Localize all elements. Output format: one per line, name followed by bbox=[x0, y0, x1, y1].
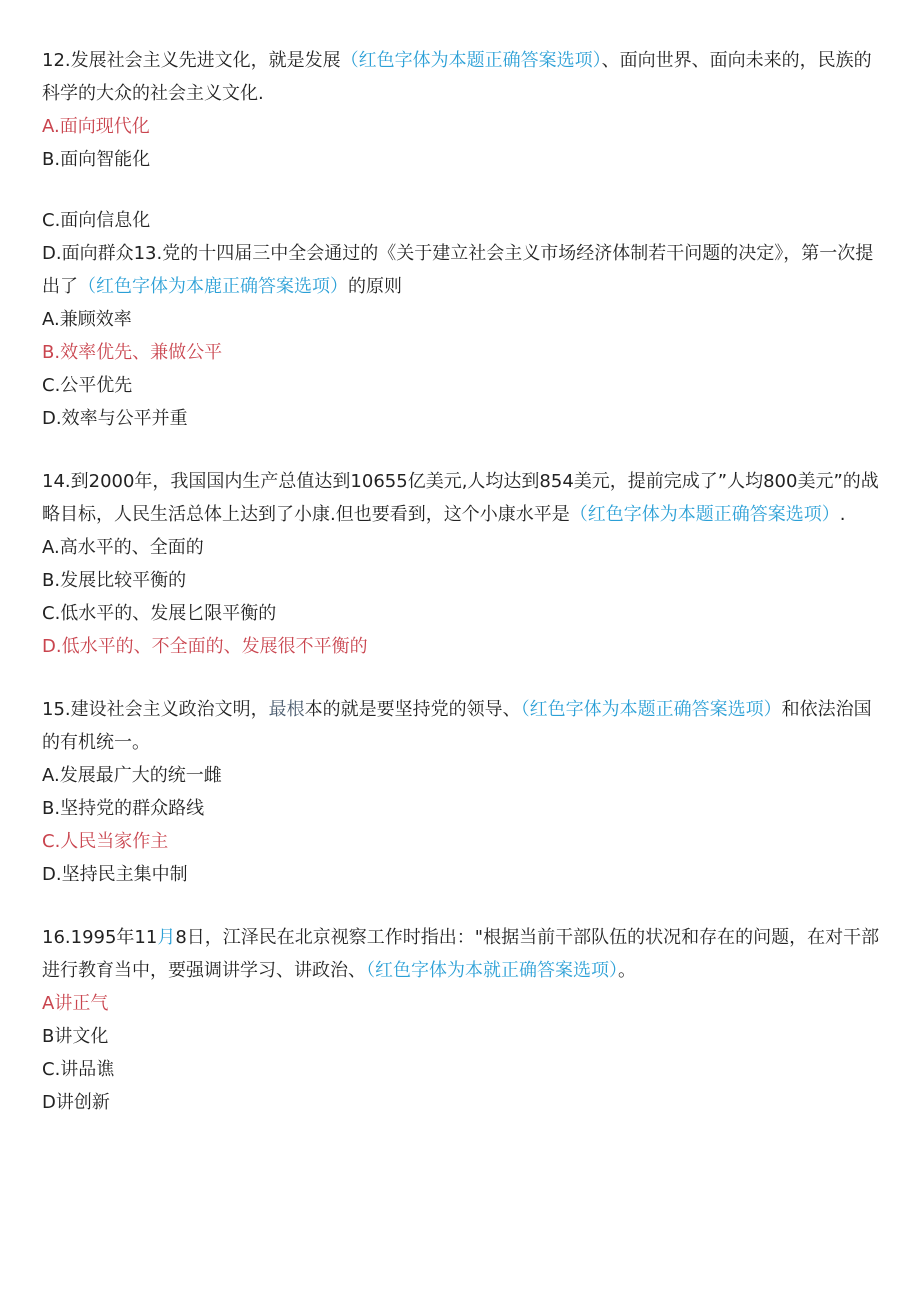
question-14-option-b: B.发展比较平衡的 bbox=[42, 570, 187, 591]
question-12-option-c: C.面向信息化 bbox=[42, 210, 151, 231]
spacer bbox=[42, 176, 882, 204]
question-16-text-pre: 16.1995年11 bbox=[42, 927, 158, 948]
question-13-option-c: C.公平优先 bbox=[42, 375, 133, 396]
question-14 bbox=[42, 465, 882, 663]
question-12-option-d: D.面向群众 bbox=[42, 243, 134, 264]
question-14-option-c: C.低水平的、发展匕限平衡的 bbox=[42, 603, 277, 624]
question-16-option-a: A讲正气 bbox=[42, 993, 109, 1014]
question-12-text-pre: 12.发展社会主义先进文化，就是发展 bbox=[42, 50, 341, 71]
question-15-option-c: C.人民当家作主 bbox=[42, 831, 169, 852]
question-12-answer-hint: （红色字体为本题正确答案选项） bbox=[340, 50, 602, 71]
question-15-answer-hint: （红色字体为本题正确答案选项） bbox=[520, 699, 782, 720]
question-13-stem bbox=[42, 237, 882, 303]
question-14-text-pre: 14.到2000年，我国国内生产总值达到10655亿美元,人均达到854美元，提前完成了”人均800美元”的战略目标，人民生活总体上达到了小康.但也要看到，这个小康水平是 bbox=[42, 471, 879, 525]
question-15-option-a: A.发展最广大的统一雌 bbox=[42, 765, 222, 786]
question-15-stem bbox=[42, 693, 882, 759]
question-16-stem bbox=[42, 921, 882, 987]
question-13 bbox=[42, 237, 882, 435]
spacer bbox=[42, 891, 882, 921]
question-15 bbox=[42, 693, 882, 891]
spacer bbox=[42, 663, 882, 693]
question-15-text-muted: 最根 bbox=[268, 699, 305, 720]
question-16-text-pre2: 8日，江泽民在北京视察工作时指出："根据当前干部队伍的状况和存在的问题，在对干部进行教育当中，要强调讲学习、讲政治、 bbox=[42, 927, 880, 981]
question-14-answer-hint: （红色字体为本题正确答案选项） bbox=[569, 504, 840, 525]
question-13-option-d: D.效率与公平并重 bbox=[42, 408, 188, 429]
question-12-option-a: A.面向现代化 bbox=[42, 116, 150, 137]
question-13-text-post: 的原则 bbox=[348, 276, 402, 297]
question-15-option-d: D.坚持民主集中制 bbox=[42, 864, 188, 885]
question-15-text-pre: 15.建设社会主义政治文明， bbox=[42, 699, 269, 720]
question-12-text-post: 、面向世界、面向未来的，民族的科学的大众的社会主义文化. bbox=[42, 50, 872, 104]
question-13-option-b: B.效率优先、兼做公平 bbox=[42, 342, 223, 363]
question-14-text-post: . bbox=[839, 504, 846, 525]
question-12-stem bbox=[42, 44, 882, 110]
question-16-option-c: C.讲品谯 bbox=[42, 1059, 115, 1080]
question-13-text-pre: 13.党的十四届三中全会通过的《关于建立社会主义市场经济体制若干问题的决定》，第一次提出了 bbox=[42, 243, 874, 297]
question-13-option-a: A.兼顾效率 bbox=[42, 309, 132, 330]
spacer bbox=[42, 435, 882, 465]
question-15-text-pre2: 本的就是要坚持党的领导、 bbox=[304, 699, 521, 720]
question-16-text-post: 。 bbox=[618, 960, 636, 981]
question-16-text-month: 月 bbox=[157, 927, 176, 948]
question-16-option-d: D讲创新 bbox=[42, 1092, 110, 1113]
question-14-option-a: A.高水平的、全面的 bbox=[42, 537, 204, 558]
question-15-text-post: 和依法治国的有机统一。 bbox=[42, 699, 872, 753]
question-14-option-d: D.低水平的、不全面的、发展很不平衡的 bbox=[42, 636, 368, 657]
question-16-answer-hint: （红色字体为本就正确答案选项） bbox=[366, 960, 618, 981]
question-13-answer-hint: （红色字体为本鹿正确答案选项） bbox=[78, 276, 348, 297]
question-16 bbox=[42, 921, 882, 1119]
question-12 bbox=[42, 44, 882, 237]
question-16-option-b: B讲文化 bbox=[42, 1026, 109, 1047]
question-12-option-b: B.面向智能化 bbox=[42, 149, 151, 170]
question-14-stem bbox=[42, 465, 882, 531]
question-15-option-b: B.坚持党的群众路线 bbox=[42, 798, 205, 819]
document-page bbox=[42, 44, 882, 1119]
